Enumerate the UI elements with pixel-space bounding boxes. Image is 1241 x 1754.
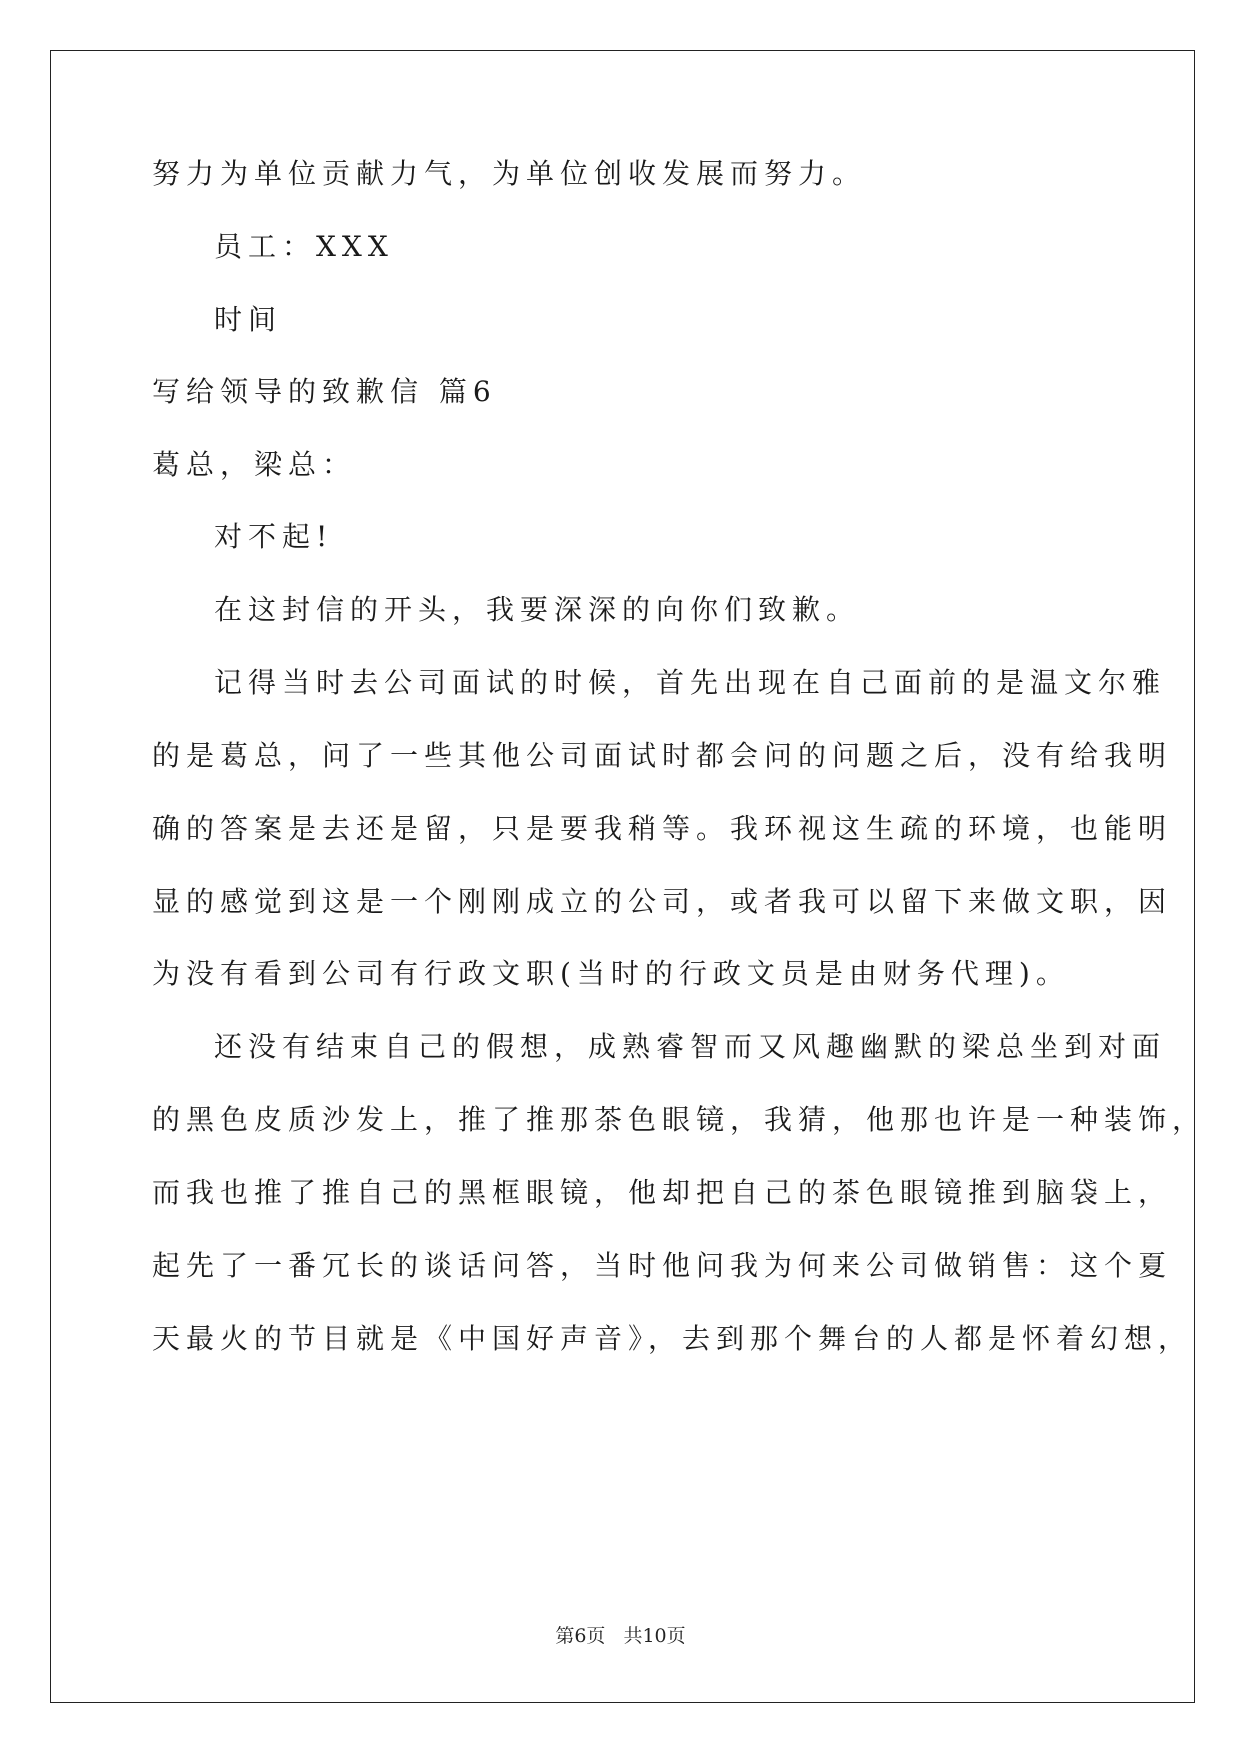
section-heading: 写给领导的致歉信 篇6 [152,375,497,408]
body-line: 起先了一番冗长的谈话问答，当时他问我为何来公司做销售：这个夏 [152,1249,1173,1282]
page-footer [0,1621,1241,1648]
page-border [50,50,1195,1703]
body-line: 天最火的节目就是《中国好声音》，去到那个舞台的人都是怀着幻想， [152,1322,1193,1355]
body-line: 显的感觉到这是一个刚刚成立的公司，或者我可以留下来做文职，因 [152,885,1173,918]
signature-date: 时间 [214,303,283,336]
body-line: 确的答案是去还是留，只是要我稍等。我环视这生疏的环境，也能明 [152,812,1173,845]
body-line: 努力为单位贡献力气，为单位创收发展而努力。 [152,157,867,190]
body-line: 为没有看到公司有行政文职(当时的行政文员是由财务代理)。 [152,957,1070,990]
page-number: 第6页 [555,1625,606,1647]
page-total: 共10页 [623,1625,686,1647]
body-line: 对不起! [214,520,334,553]
salutation: 葛总，梁总： [152,448,357,481]
body-line: 记得当时去公司面试的时候，首先出现在自己面前的是温文尔雅 [214,666,1167,699]
signature-employee: 员工：XXX [214,230,394,263]
body-line: 在这封信的开头，我要深深的向你们致歉。 [214,593,861,626]
body-line: 的是葛总，问了一些其他公司面试时都会问的问题之后，没有给我明 [152,739,1173,772]
body-line: 还没有结束自己的假想，成熟睿智而又风趣幽默的梁总坐到对面 [214,1030,1167,1063]
body-line: 而我也推了推自己的黑框眼镜，他却把自己的茶色眼镜推到脑袋上， [152,1176,1173,1209]
body-line: 的黑色皮质沙发上，推了推那茶色眼镜，我猜，他那也许是一种装饰， [152,1103,1207,1136]
